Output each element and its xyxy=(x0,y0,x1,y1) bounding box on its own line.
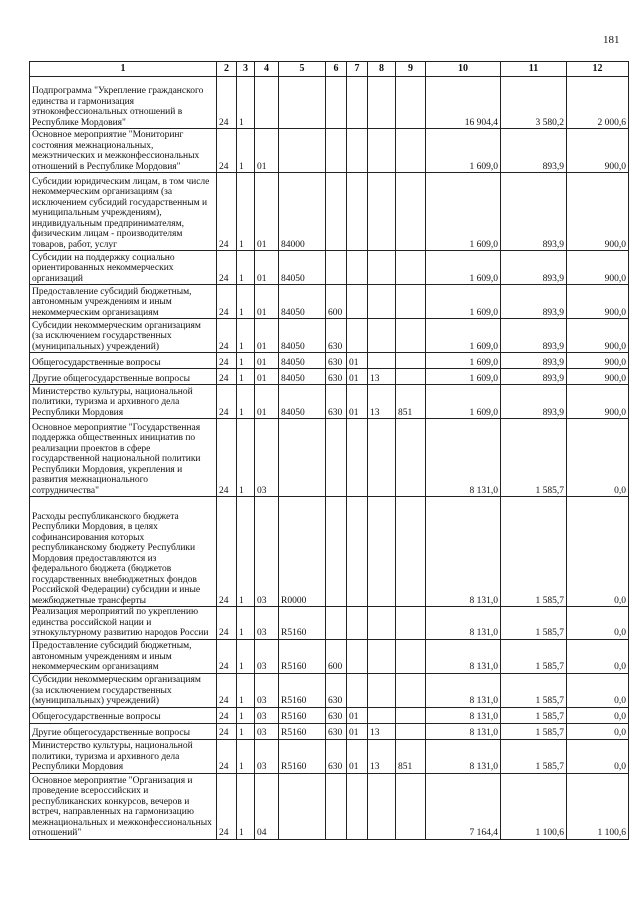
code-cell: 13 xyxy=(368,739,396,773)
code-cell xyxy=(347,285,368,319)
code-cell: 24 xyxy=(217,739,237,773)
code-cell: 01 xyxy=(255,369,279,385)
amount-cell: 8 131,0 xyxy=(426,419,501,497)
column-header: 1 xyxy=(30,62,217,77)
amount-cell: 893,9 xyxy=(501,251,567,285)
code-cell xyxy=(368,497,396,607)
amount-cell: 1 100,6 xyxy=(567,773,629,839)
code-cell xyxy=(368,285,396,319)
code-cell: 03 xyxy=(255,607,279,640)
code-cell: 04 xyxy=(255,773,279,839)
code-cell xyxy=(396,173,426,251)
table-row xyxy=(30,129,629,173)
code-cell: 03 xyxy=(255,707,279,723)
code-cell: R5160 xyxy=(279,639,326,673)
code-cell: 630 xyxy=(326,353,347,369)
code-cell: 24 xyxy=(217,251,237,285)
code-cell: 13 xyxy=(368,723,396,739)
code-cell: 630 xyxy=(326,385,347,419)
code-cell: 24 xyxy=(217,385,237,419)
code-cell: 01 xyxy=(255,251,279,285)
amount-cell: 8 131,0 xyxy=(426,607,501,640)
row-name-cell: Субсидии на поддержку социально ориентированных некоммерческих организаций xyxy=(30,251,217,285)
row-name-cell: Субсидии некоммерческим организациям (за исключением государственных (муниципальных) учреждений) xyxy=(30,319,217,353)
code-cell: 630 xyxy=(326,723,347,739)
table-row xyxy=(30,319,629,353)
code-cell: R5160 xyxy=(279,607,326,640)
column-header: 2 xyxy=(217,62,237,77)
amount-cell: 893,9 xyxy=(501,353,567,369)
amount-cell: 16 904,4 xyxy=(426,77,501,129)
row-name-cell: Расходы республиканского бюджета Республики Мордовия, в целях софинансирования которых республиканскому бюджету Республики Мордовия предоставляются из федерального бюджета (бюджетов государственных внебюджетных фондов Российской Федерации) субсидии и иные межбюджетные трансферты xyxy=(30,497,217,607)
amount-cell: 1 609,0 xyxy=(426,319,501,353)
code-cell xyxy=(368,77,396,129)
row-name-cell: Другие общегосударственные вопросы xyxy=(30,723,217,739)
code-cell: 1 xyxy=(237,673,255,707)
table-row xyxy=(30,285,629,319)
code-cell: 01 xyxy=(347,739,368,773)
code-cell xyxy=(326,607,347,640)
amount-cell: 1 585,7 xyxy=(501,723,567,739)
code-cell: 1 xyxy=(237,251,255,285)
code-cell xyxy=(279,419,326,497)
amount-cell: 893,9 xyxy=(501,173,567,251)
code-cell: 01 xyxy=(255,173,279,251)
column-header: 7 xyxy=(347,62,368,77)
code-cell: 03 xyxy=(255,723,279,739)
code-cell: 1 xyxy=(237,369,255,385)
table-row xyxy=(30,607,629,640)
amount-cell: 8 131,0 xyxy=(426,639,501,673)
row-name-cell: Предоставление субсидий бюджетным, автономным учреждениям и иным некоммерческим организациям xyxy=(30,639,217,673)
column-header: 10 xyxy=(426,62,501,77)
column-header: 6 xyxy=(326,62,347,77)
table-body xyxy=(30,77,629,840)
table-row xyxy=(30,497,629,607)
code-cell xyxy=(368,607,396,640)
code-cell: 1 xyxy=(237,353,255,369)
code-cell xyxy=(368,129,396,173)
code-cell: 1 xyxy=(237,419,255,497)
amount-cell: 8 131,0 xyxy=(426,739,501,773)
table-row xyxy=(30,77,629,129)
code-cell xyxy=(396,129,426,173)
code-cell xyxy=(368,419,396,497)
code-cell: 1 xyxy=(237,739,255,773)
code-cell xyxy=(326,497,347,607)
amount-cell: 0,0 xyxy=(567,707,629,723)
amount-cell: 900,0 xyxy=(567,173,629,251)
table-row xyxy=(30,723,629,739)
amount-cell: 1 585,7 xyxy=(501,419,567,497)
amount-cell: 900,0 xyxy=(567,385,629,419)
row-name-cell: Подпрограмма "Укрепление гражданского единства и гармонизация этноконфессиональных отношений в Республике Мордовия" xyxy=(30,77,217,129)
code-cell xyxy=(347,639,368,673)
code-cell: 01 xyxy=(255,353,279,369)
row-name-cell: Реализация мероприятий по укреплению единства российской нации и этнокультурному развитию народов России xyxy=(30,607,217,640)
code-cell: 1 xyxy=(237,77,255,129)
code-cell xyxy=(347,129,368,173)
amount-cell: 1 609,0 xyxy=(426,173,501,251)
amount-cell: 0,0 xyxy=(567,419,629,497)
amount-cell: 893,9 xyxy=(501,369,567,385)
code-cell: 01 xyxy=(255,129,279,173)
row-name-cell: Общегосударственные вопросы xyxy=(30,707,217,723)
code-cell: 24 xyxy=(217,673,237,707)
code-cell: 1 xyxy=(237,639,255,673)
amount-cell: 2 000,6 xyxy=(567,77,629,129)
code-cell xyxy=(396,285,426,319)
amount-cell: 1 585,7 xyxy=(501,639,567,673)
code-cell: 01 xyxy=(347,707,368,723)
code-cell: 1 xyxy=(237,773,255,839)
code-cell: 851 xyxy=(396,739,426,773)
code-cell: 01 xyxy=(347,369,368,385)
amount-cell: 0,0 xyxy=(567,497,629,607)
code-cell: 24 xyxy=(217,285,237,319)
code-cell xyxy=(396,497,426,607)
table-row xyxy=(30,773,629,839)
code-cell xyxy=(396,773,426,839)
amount-cell: 7 164,4 xyxy=(426,773,501,839)
code-cell: 630 xyxy=(326,673,347,707)
amount-cell: 1 609,0 xyxy=(426,369,501,385)
code-cell: 1 xyxy=(237,319,255,353)
code-cell xyxy=(396,319,426,353)
code-cell: 24 xyxy=(217,723,237,739)
code-cell: 84050 xyxy=(279,251,326,285)
code-cell: 630 xyxy=(326,369,347,385)
row-name-cell: Другие общегосударственные вопросы xyxy=(30,369,217,385)
table-row xyxy=(30,251,629,285)
amount-cell: 900,0 xyxy=(567,353,629,369)
amount-cell: 8 131,0 xyxy=(426,497,501,607)
code-cell xyxy=(396,639,426,673)
code-cell: 630 xyxy=(326,319,347,353)
code-cell: 1 xyxy=(237,607,255,640)
code-cell xyxy=(368,353,396,369)
column-header: 9 xyxy=(396,62,426,77)
row-name-cell: Министерство культуры, национальной политики, туризма и архивного дела Республики Мордовия xyxy=(30,739,217,773)
code-cell: 01 xyxy=(347,385,368,419)
table-row xyxy=(30,419,629,497)
code-cell xyxy=(347,419,368,497)
code-cell xyxy=(326,251,347,285)
code-cell: 24 xyxy=(217,173,237,251)
amount-cell: 900,0 xyxy=(567,369,629,385)
code-cell xyxy=(368,251,396,285)
code-cell: 1 xyxy=(237,173,255,251)
page-number: 181 xyxy=(603,34,620,46)
row-name-cell: Основное мероприятие "Государственная поддержка общественных инициатив по реализации проектов в сфере государственной национальной политики Республики Мордовия, укрепления и развития межнационального сотрудничества" xyxy=(30,419,217,497)
code-cell: 24 xyxy=(217,639,237,673)
table-row xyxy=(30,739,629,773)
code-cell: 24 xyxy=(217,497,237,607)
code-cell: R5160 xyxy=(279,673,326,707)
amount-cell: 1 609,0 xyxy=(426,353,501,369)
table-row xyxy=(30,353,629,369)
amount-cell: 3 580,2 xyxy=(501,77,567,129)
code-cell xyxy=(396,723,426,739)
amount-cell: 1 609,0 xyxy=(426,285,501,319)
code-cell: 851 xyxy=(396,385,426,419)
code-cell: 24 xyxy=(217,353,237,369)
amount-cell: 1 585,7 xyxy=(501,607,567,640)
code-cell: 24 xyxy=(217,129,237,173)
amount-cell: 1 585,7 xyxy=(501,673,567,707)
code-cell xyxy=(347,497,368,607)
code-cell: 01 xyxy=(347,353,368,369)
code-cell xyxy=(396,673,426,707)
table-row xyxy=(30,385,629,419)
row-name-cell: Министерство культуры, национальной политики, туризма и архивного дела Республики Мордовия xyxy=(30,385,217,419)
code-cell xyxy=(347,173,368,251)
amount-cell: 900,0 xyxy=(567,319,629,353)
code-cell: 1 xyxy=(237,129,255,173)
amount-cell: 8 131,0 xyxy=(426,723,501,739)
amount-cell: 1 585,7 xyxy=(501,739,567,773)
code-cell: 84050 xyxy=(279,385,326,419)
code-cell xyxy=(255,77,279,129)
code-cell: R5160 xyxy=(279,739,326,773)
code-cell xyxy=(396,607,426,640)
code-cell: 1 xyxy=(237,707,255,723)
amount-cell: 1 609,0 xyxy=(426,251,501,285)
row-name-cell: Субсидии юридическим лицам, в том числе некоммерческим организациям (за исключением субсидий государственным и муниципальным учреждениям), индивидуальным предпринимателям, физическим лицам - производителям товаров, работ, услуг xyxy=(30,173,217,251)
row-name-cell: Основное мероприятие "Мониторинг состояния межнациональных, межэтнических и межконфессиональных отношений в Республике Мордовия" xyxy=(30,129,217,173)
column-header: 8 xyxy=(368,62,396,77)
code-cell: 01 xyxy=(255,385,279,419)
code-cell: 1 xyxy=(237,723,255,739)
amount-cell: 0,0 xyxy=(567,607,629,640)
code-cell xyxy=(368,707,396,723)
code-cell: 1 xyxy=(237,385,255,419)
code-cell xyxy=(347,251,368,285)
code-cell xyxy=(368,173,396,251)
code-cell: 01 xyxy=(347,723,368,739)
row-name-cell: Предоставление субсидий бюджетным, автономным учреждениям и иным некоммерческим организациям xyxy=(30,285,217,319)
code-cell: 03 xyxy=(255,673,279,707)
code-cell xyxy=(347,319,368,353)
code-cell xyxy=(326,129,347,173)
table-row xyxy=(30,173,629,251)
code-cell xyxy=(347,607,368,640)
code-cell xyxy=(396,251,426,285)
code-cell: 03 xyxy=(255,639,279,673)
code-cell: 01 xyxy=(255,285,279,319)
column-header: 11 xyxy=(501,62,567,77)
code-cell xyxy=(396,369,426,385)
code-cell: 03 xyxy=(255,419,279,497)
table-row xyxy=(30,639,629,673)
amount-cell: 900,0 xyxy=(567,285,629,319)
code-cell: 600 xyxy=(326,285,347,319)
amount-cell: 0,0 xyxy=(567,739,629,773)
code-cell: 24 xyxy=(217,419,237,497)
code-cell: 24 xyxy=(217,369,237,385)
code-cell: 84050 xyxy=(279,285,326,319)
code-cell xyxy=(396,353,426,369)
code-cell xyxy=(368,773,396,839)
code-cell: 600 xyxy=(326,639,347,673)
column-header: 3 xyxy=(237,62,255,77)
code-cell: 84000 xyxy=(279,173,326,251)
code-cell xyxy=(368,639,396,673)
amount-cell: 893,9 xyxy=(501,385,567,419)
column-header: 5 xyxy=(279,62,326,77)
amount-cell: 8 131,0 xyxy=(426,707,501,723)
amount-cell: 893,9 xyxy=(501,285,567,319)
code-cell: R5160 xyxy=(279,723,326,739)
amount-cell: 8 131,0 xyxy=(426,673,501,707)
code-cell: 13 xyxy=(368,385,396,419)
code-cell: R5160 xyxy=(279,707,326,723)
row-name-cell: Субсидии некоммерческим организациям (за исключением государственных (муниципальных) учреждений) xyxy=(30,673,217,707)
amount-cell: 1 585,7 xyxy=(501,707,567,723)
code-cell xyxy=(396,419,426,497)
amount-cell: 1 100,6 xyxy=(501,773,567,839)
code-cell xyxy=(396,77,426,129)
column-header: 4 xyxy=(255,62,279,77)
amount-cell: 893,9 xyxy=(501,129,567,173)
row-name-cell: Общегосударственные вопросы xyxy=(30,353,217,369)
amount-cell: 1 609,0 xyxy=(426,385,501,419)
code-cell xyxy=(347,673,368,707)
budget-table xyxy=(29,61,629,840)
amount-cell: 1 585,7 xyxy=(501,497,567,607)
code-cell: 24 xyxy=(217,607,237,640)
amount-cell: 0,0 xyxy=(567,639,629,673)
code-cell xyxy=(326,173,347,251)
code-cell: 24 xyxy=(217,773,237,839)
code-cell: 24 xyxy=(217,77,237,129)
code-cell: 1 xyxy=(237,285,255,319)
row-name-cell: Основное мероприятие "Организация и проведение всероссийских и республиканских конкурсов, вечеров и встреч, направленных на гармонизацию межнациональных и межконфессиональных отношений" xyxy=(30,773,217,839)
code-cell: 24 xyxy=(217,319,237,353)
table-row xyxy=(30,707,629,723)
code-cell: 84050 xyxy=(279,319,326,353)
code-cell: 01 xyxy=(255,319,279,353)
code-cell xyxy=(368,319,396,353)
table-row xyxy=(30,673,629,707)
table-row xyxy=(30,369,629,385)
code-cell: 84050 xyxy=(279,353,326,369)
code-cell xyxy=(396,707,426,723)
code-cell: R0000 xyxy=(279,497,326,607)
code-cell: 13 xyxy=(368,369,396,385)
code-cell: 03 xyxy=(255,497,279,607)
code-cell xyxy=(347,773,368,839)
amount-cell: 1 609,0 xyxy=(426,129,501,173)
code-cell xyxy=(368,673,396,707)
code-cell: 84050 xyxy=(279,369,326,385)
amount-cell: 900,0 xyxy=(567,129,629,173)
column-header: 12 xyxy=(567,62,629,77)
code-cell xyxy=(279,129,326,173)
table-header-row xyxy=(30,62,629,77)
code-cell xyxy=(347,77,368,129)
amount-cell: 900,0 xyxy=(567,251,629,285)
code-cell xyxy=(279,77,326,129)
code-cell: 630 xyxy=(326,707,347,723)
amount-cell: 0,0 xyxy=(567,723,629,739)
code-cell xyxy=(279,773,326,839)
code-cell: 630 xyxy=(326,739,347,773)
code-cell: 1 xyxy=(237,497,255,607)
amount-cell: 893,9 xyxy=(501,319,567,353)
code-cell xyxy=(326,77,347,129)
code-cell xyxy=(326,773,347,839)
code-cell: 03 xyxy=(255,739,279,773)
code-cell xyxy=(326,419,347,497)
amount-cell: 0,0 xyxy=(567,673,629,707)
code-cell: 24 xyxy=(217,707,237,723)
